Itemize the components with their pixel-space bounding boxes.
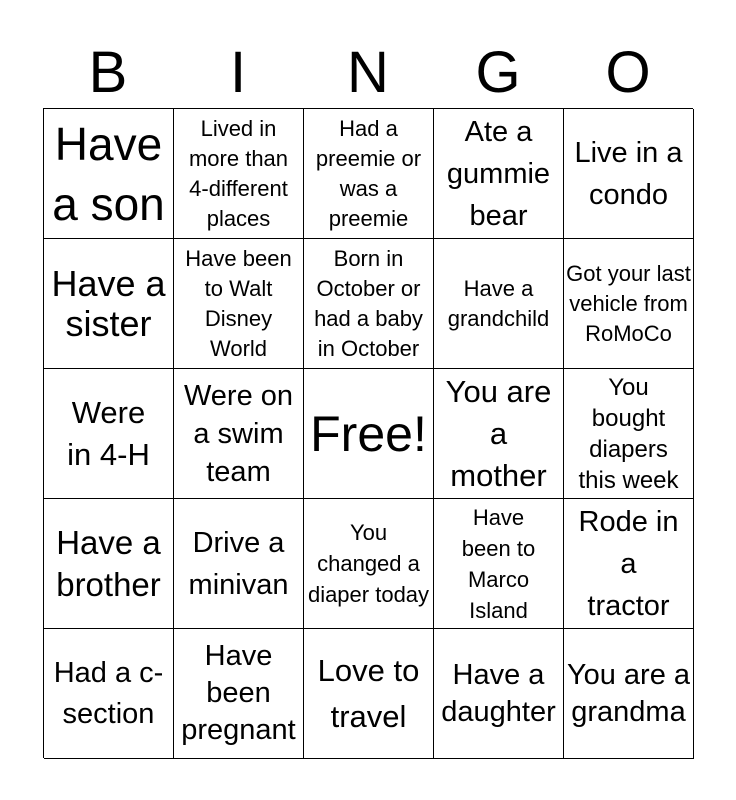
bingo-cell-text: Were in 4-H [67,394,150,472]
bingo-cell-r2-c1[interactable] [44,239,174,369]
bingo-cell-text: Born in October or had a baby in October [314,245,423,361]
bingo-cell-r1-c3[interactable] [304,109,434,239]
bingo-cell-text: Were on a swim team [183,379,294,488]
bingo-cell-text: Have been to Marco Island [461,504,536,623]
bingo-cell-text: Have been pregnant [181,640,296,746]
bingo-cell-text: You bought diapers this week [578,373,679,494]
bingo-cell-text: Have a daughter [441,658,556,728]
bingo-cell-r2-c2[interactable] [174,239,304,369]
bingo-cell-r5-c1[interactable] [44,629,174,759]
bingo-cell-r5-c2[interactable] [174,629,304,759]
bingo-cell-r1-c2[interactable] [174,109,304,239]
header-letter-o: O [605,40,651,105]
bingo-cell-r4-c2[interactable] [174,499,304,629]
header-letter-b: B [88,40,128,105]
bingo-header [43,38,693,108]
bingo-cell-r5-c3[interactable] [304,629,434,759]
bingo-cell-r4-c5[interactable] [564,499,694,629]
bingo-cell-text: Have a brother [56,523,161,603]
bingo-cell-r1-c4[interactable] [434,109,564,239]
bingo-cell-text: Have a grandchild [447,275,550,331]
bingo-cell-text: You are a mother [445,373,552,493]
bingo-cell-text: You changed a diaper today [307,520,430,607]
bingo-cell-text: Love to travel [317,652,420,734]
header-letter-g: G [475,40,521,105]
bingo-cell-r4-c1[interactable] [44,499,174,629]
bingo-cell-r3-c1[interactable] [44,369,174,499]
bingo-cell-r1-c5[interactable] [564,109,694,239]
bingo-cell-text: Lived in more than 4-different places [188,115,289,231]
bingo-cell-r4-c3[interactable] [304,499,434,629]
bingo-cell-r4-c4[interactable] [434,499,564,629]
bingo-cell-r2-c3[interactable] [304,239,434,369]
bingo-cell-text: Drive a minivan [188,526,289,601]
bingo-cell-text: Rode in a tractor [578,505,679,622]
bingo-cell-text: Have a son [52,117,165,230]
bingo-cell-r3-c2[interactable] [174,369,304,499]
bingo-cell-r3-c3[interactable] [304,369,434,499]
bingo-cell-r2-c4[interactable] [434,239,564,369]
bingo-cell-r1-c1[interactable] [44,109,174,239]
bingo-cell-text: Ate a gummie bear [446,115,551,232]
bingo-cell-r5-c5[interactable] [564,629,694,759]
header-letter-i: I [229,40,247,105]
bingo-cell-text: Have been to Walt Disney World [185,245,292,361]
bingo-cell-r5-c4[interactable] [434,629,564,759]
bingo-card-grid [43,108,693,758]
bingo-cell-r3-c4[interactable] [434,369,564,499]
bingo-cell-r3-c5[interactable] [564,369,694,499]
bingo-cell-text: Have a sister [51,262,166,344]
bingo-cell-text: Had a preemie or was a preemie [315,115,422,231]
bingo-cell-text: Live in a condo [574,136,683,211]
bingo-cell-text: You are a grandma [566,658,691,728]
header-letter-n: N [347,40,389,105]
bingo-cell-text: Got your last vehicle from RoMoCo [566,260,691,346]
bingo-cell-r2-c5[interactable] [564,239,694,369]
bingo-cell-text: Had a c-section [53,656,164,730]
bingo-cell-free-space: Free! [310,405,427,462]
